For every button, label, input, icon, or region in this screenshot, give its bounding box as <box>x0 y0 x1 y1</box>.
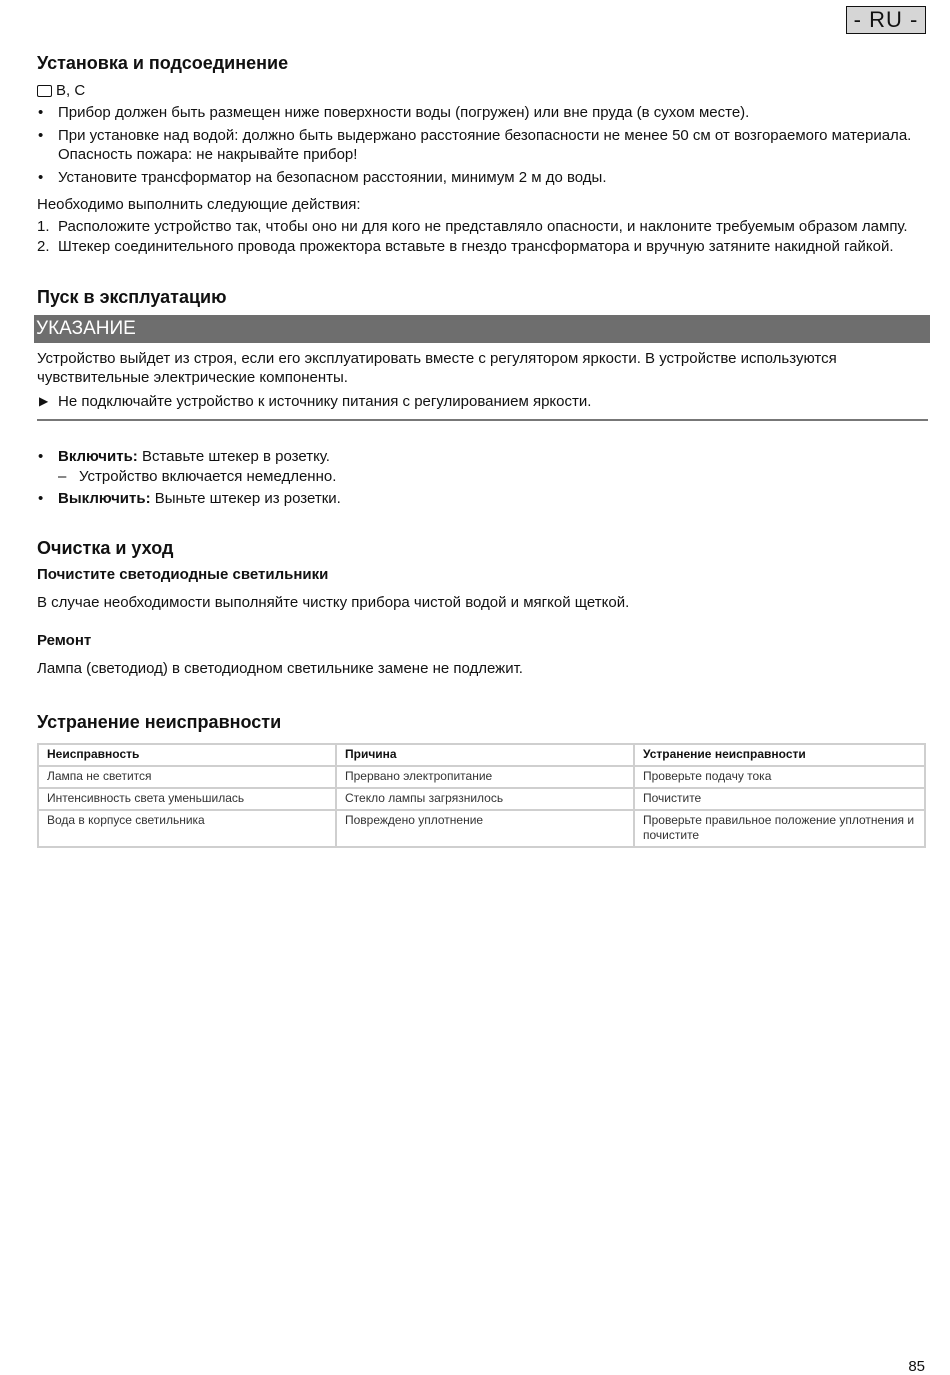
column-header: Устранение неисправности <box>634 744 925 766</box>
table-cell: Стекло лампы загрязнилось <box>336 788 634 810</box>
table-header-row <box>38 744 925 766</box>
switch-off-text: Выньте штекер из розетки. <box>150 490 341 507</box>
notice-title-bar: УКАЗАНИЕ <box>34 315 930 343</box>
switch-on-label: Включить: <box>58 448 138 465</box>
installation-steps <box>37 217 927 256</box>
installation-bullets <box>37 103 927 187</box>
table-cell: Вода в корпусе светильника <box>38 810 336 847</box>
table-cell: Прервано электропитание <box>336 766 634 788</box>
step-text: Штекер соединительного провода прожектора вставьте в гнездо трансформатора и вручную затяните накидной гайкой. <box>58 238 894 255</box>
notice-box <box>37 343 928 421</box>
table-cell: Почистите <box>634 788 925 810</box>
switch-bullets <box>37 447 927 466</box>
table-cell: Повреждено уплотнение <box>336 810 634 847</box>
notice-action <box>37 392 928 411</box>
table-row <box>38 810 925 847</box>
troubleshooting-table <box>37 743 926 848</box>
switch-off-bullets <box>37 489 927 508</box>
cleaning-section <box>37 537 927 678</box>
installation-section <box>37 52 927 256</box>
table-row <box>38 766 925 788</box>
page-content <box>37 52 927 848</box>
list-item: • Прибор должен быть размещен ниже поверхности воды (погружен) или вне пруда (в сухом месте). <box>37 103 927 122</box>
notice-text: Устройство выйдет из строя, если его эксплуатировать вместе с регулятором яркости. В устройстве используются чувствительные электрические компоненты. <box>37 350 837 386</box>
cleaning-heading: Очистка и уход <box>37 538 174 558</box>
switch-on-text: Вставьте штекер в розетку. <box>137 448 330 465</box>
notice-action-text: Не подключайте устройство к источнику питания с регулированием яркости. <box>58 393 592 410</box>
list-item-switch-off <box>37 489 927 508</box>
arrow-right-icon: ▶ <box>39 394 49 408</box>
steps-intro: Необходимо выполнить следующие действия: <box>37 196 361 213</box>
repair-subheading: Ремонт <box>37 632 92 649</box>
table-cell: Интенсивность света уменьшилась <box>38 788 336 810</box>
switch-off-label: Выключить: <box>58 490 151 507</box>
step-item <box>37 237 927 256</box>
list-item: • При установке над водой: должно быть выдержано расстояние безопасности не менее 50 см от возгораемого материала. Опасность пожара: не накрывайте прибор! <box>37 126 927 164</box>
table-cell: Проверьте правильное положение уплотнения и почистите <box>634 810 925 847</box>
switch-on-result-text: Устройство включается немедленно. <box>79 468 337 485</box>
table-row <box>38 788 925 810</box>
cleaning-subheading-leds: Почистите светодиодные светильники <box>37 566 329 583</box>
dash-marker: – <box>58 468 67 485</box>
switch-on-result <box>37 467 927 486</box>
repair-text: Лампа (светодиод) в светодиодном светильнике замене не подлежит. <box>37 660 523 677</box>
step-number: 1. <box>37 218 50 235</box>
list-item-switch-on <box>37 447 927 466</box>
language-badge: - RU - <box>846 6 926 34</box>
startup-section <box>37 286 927 508</box>
troubleshooting-section <box>37 711 927 848</box>
page-number: 85 <box>908 1358 925 1375</box>
figure-reference-text: B, C <box>56 82 86 99</box>
installation-heading: Установка и подсоединение <box>37 53 289 73</box>
table-cell: Лампа не светится <box>38 766 336 788</box>
cleaning-text: В случае необходимости выполняйте чистку прибора чистой водой и мягкой щеткой. <box>37 594 630 611</box>
table-cell: Проверьте подачу тока <box>634 766 925 788</box>
figure-reference <box>37 81 927 100</box>
troubleshooting-heading: Устранение неисправности <box>37 712 282 732</box>
step-number: 2. <box>37 238 50 255</box>
step-text: Расположите устройство так, чтобы оно ни для кого не представляло опасности, и наклоните требуемым образом лампу. <box>58 218 908 235</box>
step-item <box>37 217 927 236</box>
column-header: Причина <box>336 744 634 766</box>
list-item: • Установите трансформатор на безопасном расстоянии, минимум 2 м до воды. <box>37 168 927 187</box>
figure-book-icon <box>37 85 52 97</box>
startup-heading: Пуск в эксплуатацию <box>37 287 227 307</box>
column-header: Неисправность <box>38 744 336 766</box>
